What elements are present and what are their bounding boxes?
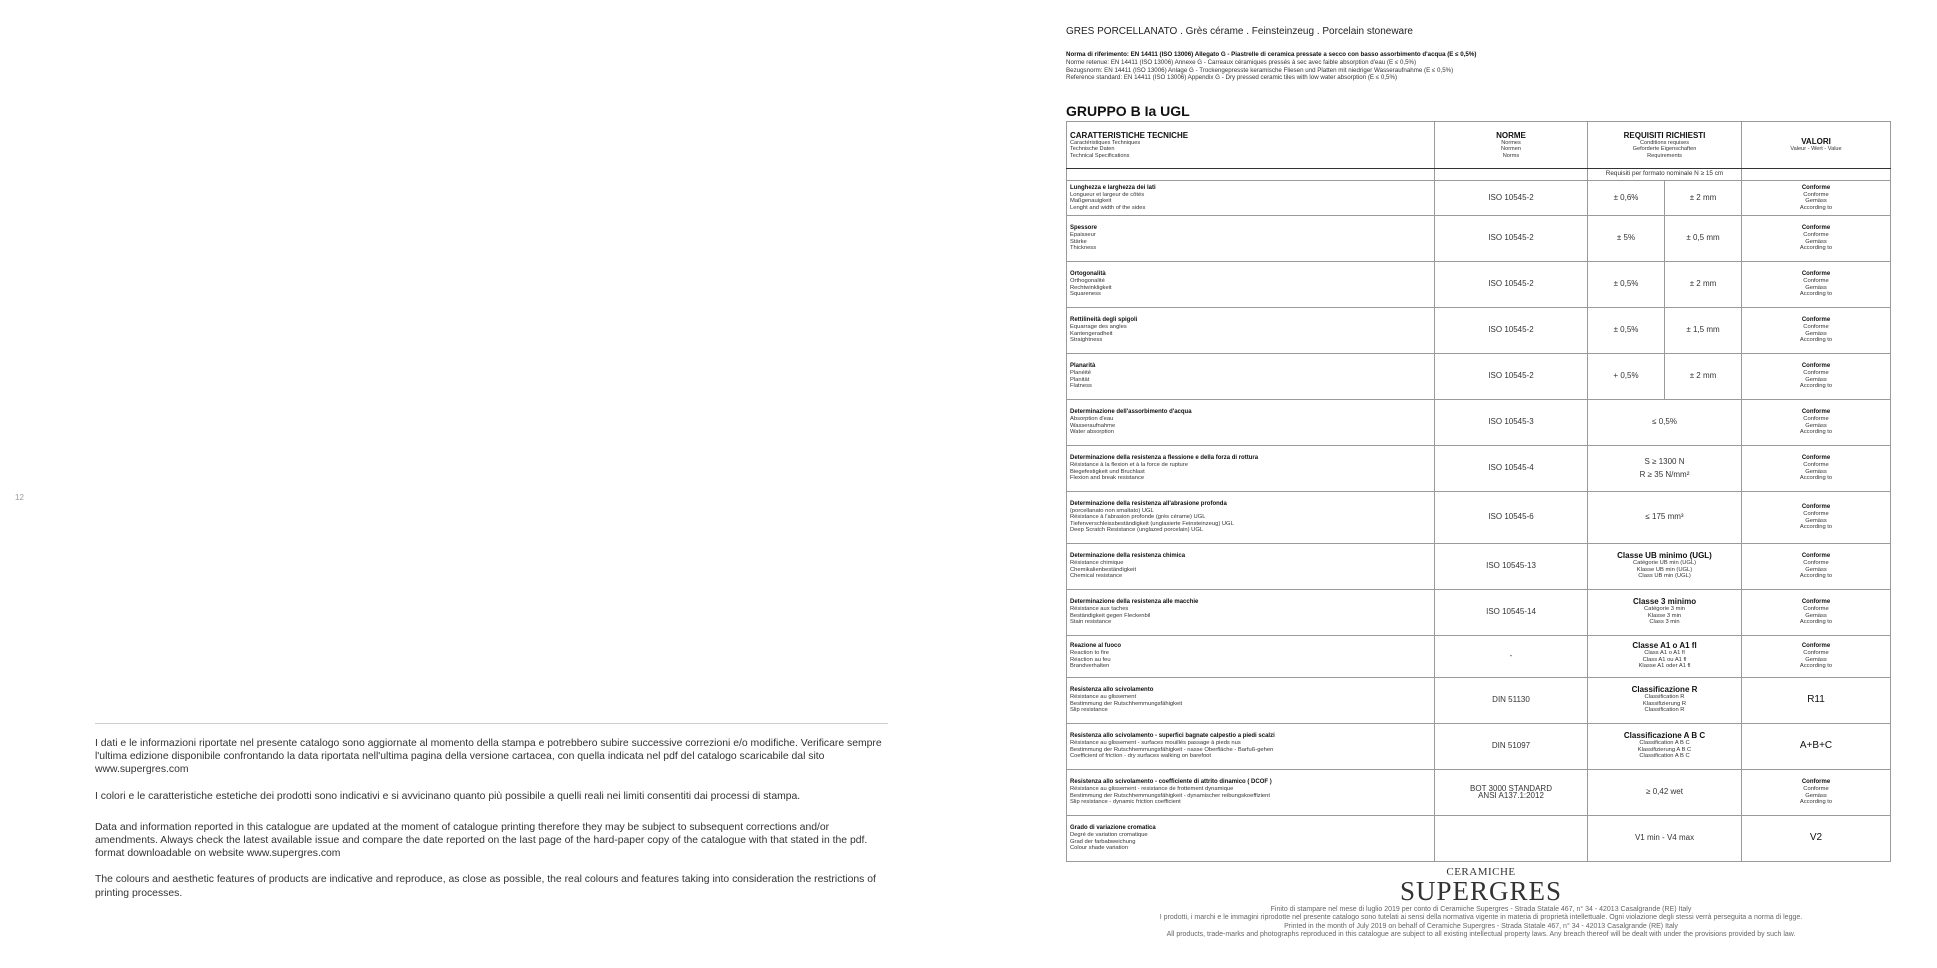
header-norms: NORME Normes Normen Norms	[1435, 122, 1588, 169]
requirement-mm: ± 2 mm	[1665, 181, 1742, 216]
norm-value: ISO 10545-14	[1486, 607, 1536, 617]
property-cell	[1067, 636, 1435, 678]
label: Determinazione della resistenza all'abrasione profonda	[1070, 500, 1227, 507]
conforme-label: Conforme	[1801, 363, 1831, 370]
header-characteristics: CARATTERISTICHE TECNICHE Caractéristiques Techniques Technische Daten Technical Specifications	[1067, 122, 1435, 169]
norm-cell	[1435, 724, 1588, 770]
sub-label: Biegefestigkeit und Bruchlast	[1070, 468, 1145, 475]
norm-cell	[1435, 816, 1588, 862]
conforme-label: According to	[1799, 291, 1833, 298]
norm-cell	[1435, 262, 1588, 308]
norm-value: ISO 10545-3	[1488, 417, 1534, 427]
requirement-cell	[1588, 636, 1742, 678]
sub-label: Klasse UB min (UGL)	[1636, 566, 1693, 573]
norm-cell	[1435, 678, 1588, 724]
conforme-label: Conforme	[1801, 184, 1831, 191]
conforme-label: Gemäss	[1805, 238, 1827, 245]
credit-line: Finito di stampare nel mese di luglio 2019 per conto di Ceramiche Supergres - Strada Statale 467, n° 34 - 42013 Casalgrande (RE) Italy	[1270, 906, 1692, 913]
norm-value: BOT 3000 STANDARD	[1470, 783, 1552, 793]
sub-label: Thickness	[1070, 245, 1097, 252]
sub-label: Résistance aux taches	[1070, 606, 1129, 612]
norm-line-fr: Norme retenue: EN 14411 (ISO 13006) Annexe G - Carreaux céramiques pressés à sec avec faible absorption d'eau (E ≤ 0,5%)	[1066, 58, 1417, 66]
result-cell	[1742, 636, 1891, 678]
requirement-percent: ± 0,6%	[1588, 181, 1665, 216]
credit-line: Printed in the month of July 2019 on behalf of Ceramiche Supergres - Strada Statale 467, n° 34 - 42013 Casalgrande (RE) Italy	[1284, 922, 1678, 930]
credit-line: All products, trade-marks and photographs reproduced in this catalogue are subject to all existing intellectual property laws. Any breach thereof will be dealt with under the provisions provided by such law.	[1166, 931, 1796, 939]
conforme-label: According to	[1799, 799, 1833, 806]
table-row	[1067, 492, 1891, 544]
sub-label: Wasseraufnahme	[1070, 422, 1116, 429]
requirement-value: V1 min - V4 max	[1634, 833, 1695, 843]
conforme-label: Conforme	[1801, 553, 1831, 560]
requirement-value: S ≥ 1300 N	[1644, 456, 1685, 466]
requirement-value: ≥ 0,42 wet	[1646, 787, 1683, 797]
conforme-label: Gemäss	[1805, 198, 1827, 205]
conforme-label: According to	[1799, 245, 1833, 252]
requirement-cell	[1588, 770, 1742, 816]
sub-label: Epaisseur	[1070, 232, 1096, 238]
conforme-label: Gemäss	[1805, 422, 1827, 429]
sub-label: Class A1 o A1 fl	[1644, 650, 1685, 657]
sub-label: Straightness	[1070, 337, 1103, 344]
sub-label: Classification A B C	[1639, 753, 1690, 760]
table-row	[1067, 816, 1891, 862]
result-cell	[1742, 262, 1891, 308]
label: Resistenza allo scivolamento - superfici bagnate calpestio a piedi scalzi	[1070, 733, 1275, 740]
disclaimer-it-1: I dati e le informazioni riportate nel presente catalogo sono aggiornate al momento della stampa e potrebbero subire successive correzioni e/o modifiche. Verificare sempre l'ultima edizione disponibile confrontando la data riportata nell'ultima pagina della versione cartacea, con quella indicata nel pdf del catalogo scaricabile dal sito www.supergres.com	[95, 738, 882, 776]
result-value: R11	[1742, 678, 1891, 724]
norm-cell	[1435, 544, 1588, 590]
requirement-value: ≤ 175 mm³	[1645, 512, 1684, 522]
sub-label: Classification R	[1644, 694, 1685, 701]
sub-label: Classification R	[1644, 707, 1685, 714]
conforme-label: Conforme	[1801, 409, 1831, 416]
conforme-label: Conforme	[1803, 278, 1829, 285]
norm-value: ISO 10545-2	[1488, 233, 1534, 243]
norm-value: ANSI A137.1:2012	[1478, 790, 1544, 800]
property-cell	[1067, 400, 1435, 446]
sub-label: Tiefenverschleissbeständigkeit (unglasierte Feinsteinzeug) UGL	[1070, 520, 1234, 527]
conforme-label: Conforme	[1803, 416, 1829, 423]
norm-line-en: Reference standard: EN 14411 (ISO 13006) Appendix G - Dry pressed ceramic tiles with low water absorption (E ≤ 0,5%)	[1066, 74, 1398, 82]
conforme-label: Gemäss	[1805, 656, 1827, 663]
result-cell	[1742, 446, 1891, 492]
label: Classe UB minimo (UGL)	[1617, 551, 1712, 561]
label: Resistenza allo scivolamento	[1070, 687, 1154, 694]
label: Reazione al fuoco	[1070, 643, 1122, 650]
requirement-mm: ± 2 mm	[1665, 354, 1742, 400]
sub-label: Stärke	[1070, 238, 1087, 245]
sub-label: Degré de variation cromatique	[1070, 832, 1148, 838]
label: Determinazione della resistenza alle macchie	[1070, 599, 1199, 606]
brand-name: SUPERGRES	[1399, 876, 1563, 906]
group-heading: GRUPPO B Ia UGL	[1066, 103, 1190, 119]
sub-label: Grad der farbabweichung	[1070, 838, 1136, 845]
table-row	[1067, 354, 1891, 400]
norm-cell	[1435, 492, 1588, 544]
table-row	[1067, 308, 1891, 354]
conforme-label: Conforme	[1803, 650, 1829, 657]
property-cell	[1067, 770, 1435, 816]
sub-label: Slip resistance	[1070, 707, 1108, 714]
norm-cell	[1435, 446, 1588, 492]
sub-label: Résistance au glissement - surfaces mouillés passage à pieds nus	[1070, 740, 1241, 746]
requirement-cell	[1588, 816, 1742, 862]
conforme-label: Conforme	[1803, 511, 1829, 518]
norm-cell	[1435, 636, 1588, 678]
label: Classe A1 o A1 fl	[1632, 641, 1697, 651]
norm-value: ISO 10545-6	[1488, 512, 1534, 522]
sub-label: Maßgenauigkeit	[1070, 198, 1112, 205]
property-cell	[1067, 216, 1435, 262]
conforme-label: Conforme	[1803, 560, 1829, 567]
conforme-label: Gemäss	[1805, 792, 1827, 799]
sub-label: Lenght and width of the sides	[1070, 204, 1146, 211]
conforme-label: Conforme	[1803, 370, 1829, 377]
conforme-label: Conforme	[1803, 606, 1829, 613]
brand-logo	[1066, 866, 1896, 904]
sub-label: Class A1 ou A1 fl	[1642, 656, 1687, 663]
norm-value: ISO 10545-2	[1488, 371, 1534, 381]
property-cell	[1067, 446, 1435, 492]
brand-prefix: CERAMICHE	[1446, 866, 1516, 878]
page-number: 12	[15, 493, 24, 502]
disclaimer-it-2: I colori e le caratteristiche estetiche dei prodotti sono indicativi e si avvicinano quanto più possibile a quelli reali nei limiti consentiti dai processi di stampa.	[95, 790, 801, 802]
sub-label: Catégorie UB min (UGL)	[1632, 560, 1697, 567]
sub-label: Rechtwinkligkeit	[1070, 284, 1112, 291]
sub-label: Kantengeradheit	[1070, 330, 1113, 337]
sub-label: Coefficient of friction - dry surfaces walking on barefoot	[1070, 753, 1212, 760]
sub-label: Résistance au glissement	[1070, 694, 1137, 700]
label: Determinazione dell'assorbimento d'acqua	[1070, 409, 1192, 416]
table-row	[1067, 724, 1891, 770]
sub-label: Brandverhalten	[1070, 663, 1110, 670]
conforme-label: According to	[1799, 337, 1833, 344]
norm-value: ISO 10545-2	[1488, 279, 1534, 289]
sub-label: Class UB min (UGL)	[1638, 573, 1691, 580]
sub-label: Reaction to fire	[1070, 650, 1109, 656]
sub-label: Flexion and break resistance	[1070, 475, 1145, 482]
result-value: A+B+C	[1742, 724, 1891, 770]
conforme-label: Conforme	[1803, 191, 1829, 198]
sub-label: Bestimmung der Rutschhemmungsfähigkeit - nasse Oberfläche - Barfuß-gehen	[1070, 746, 1274, 753]
conforme-label: Conforme	[1801, 643, 1831, 650]
sub-label: Résistance à la flexion et à la force de rupture	[1070, 462, 1188, 468]
table-row	[1067, 544, 1891, 590]
norm-line-de: Bezugsnorm: EN 14411 (ISO 13006) Anlage G - Trockengepresste keramische Fliesen und Platten mit niedriger Wasseraufnahme (E ≤ 0,5%)	[1066, 66, 1454, 74]
table-row	[1067, 262, 1891, 308]
conforme-label: Conforme	[1801, 271, 1831, 278]
sub-label: Klassifizierung R	[1642, 700, 1687, 707]
table-row	[1067, 400, 1891, 446]
norm-cell	[1435, 181, 1588, 216]
sub-label: Résistance chimique	[1070, 560, 1124, 566]
conforme-label: Gemäss	[1805, 468, 1827, 475]
sub-label: Deep Scratch Resistance (unglazed porcelain) UGL	[1070, 527, 1204, 534]
conforme-label: Conforme	[1801, 225, 1831, 232]
conforme-label: Conforme	[1801, 599, 1831, 606]
label: Determinazione della resistenza a flessione e della forza di rottura	[1070, 455, 1259, 462]
conforme-label: According to	[1799, 429, 1833, 436]
sub-label: Bestimmung der Rutschhemmungsfähigkeit - dynamischer reibungskoeffizient	[1070, 792, 1270, 799]
requirement-value: R ≥ 35 N/mm²	[1639, 469, 1690, 479]
sub-label: (porcellanato non smaltato) UGL	[1070, 507, 1154, 514]
sub-label: Orthogonalité	[1070, 278, 1105, 284]
label: Lunghezza e larghezza dei lati	[1070, 184, 1156, 191]
sub-label: Beständigkeit gegen Fleckenbil	[1070, 612, 1151, 619]
requirement-percent: ± 0,5%	[1588, 308, 1665, 354]
sub-label: Slip resistance - dynamic friction coefficient	[1070, 799, 1181, 806]
label: Rettilineità degli spigoli	[1070, 317, 1138, 324]
sub-label: Longueur et largeur de côtés	[1070, 191, 1145, 198]
property-cell	[1067, 678, 1435, 724]
conforme-label: According to	[1799, 475, 1833, 482]
conforme-label: Conforme	[1803, 786, 1829, 793]
disclaimer-en-1: Data and information reported in this catalogue are updated at the moment of catalogue printing therefore they may be subject to subsequent corrections and/or amendments. Always check the latest available issue and compare the date reported on the last page of the hard-paper copy of the catalogue with that stated in the pdf. format downloadable on website www.supergres.com	[95, 821, 868, 860]
requirement-cell	[1588, 590, 1742, 636]
sub-label: Squareness	[1070, 291, 1101, 298]
requirement-cell	[1588, 724, 1742, 770]
sub-label: Klasse A1 oder A1 fl	[1638, 663, 1691, 670]
label: Spessore	[1070, 225, 1098, 232]
property-cell	[1067, 816, 1435, 862]
requirement-cell	[1588, 492, 1742, 544]
conforme-label: Gemäss	[1805, 330, 1827, 337]
blank-cell	[1742, 169, 1891, 181]
requirement-percent: ± 5%	[1588, 216, 1665, 262]
property-cell	[1067, 308, 1435, 354]
norm-line-it: Norma di riferimento: EN 14411 (ISO 13006) Allegato G - Piastrelle di ceramica pressate a secco con basso assorbimento d'acqua (E ≤ 0,5%)	[1066, 51, 1477, 58]
conforme-label: According to	[1799, 204, 1833, 211]
result-cell	[1742, 181, 1891, 216]
requirement-mm: ± 2 mm	[1665, 262, 1742, 308]
label: Grado di variazione cromatica	[1070, 825, 1156, 832]
format-note: Requisiti per formato nominale N ≥ 15 cm	[1588, 169, 1742, 181]
requirement-cell	[1588, 544, 1742, 590]
conforme-label: Conforme	[1803, 232, 1829, 239]
conforme-label: Conforme	[1801, 317, 1831, 324]
property-cell	[1067, 724, 1435, 770]
result-cell	[1742, 590, 1891, 636]
sub-label: Equarrage des angles	[1070, 324, 1127, 330]
header-values: VALORI Valeur - Wert - Value	[1742, 122, 1891, 169]
credit-line: I prodotti, i marchi e le immagini riprodotte nel presente catalogo sono tutelati ai sensi della normativa vigente in materia di proprietà intellettuale. Ogni violazione degli stessi verrà perseguita a norma di legge.	[1159, 914, 1803, 922]
sub-label: Flatness	[1070, 383, 1092, 390]
result-cell	[1742, 216, 1891, 262]
norm-value: ISO 10545-13	[1486, 561, 1536, 571]
norm-value: -	[1509, 651, 1513, 661]
sub-label: Klasse 3 min	[1647, 612, 1682, 619]
conforme-label: According to	[1799, 619, 1833, 626]
conforme-label: According to	[1799, 524, 1833, 531]
table-row	[1067, 181, 1891, 216]
sub-label: Chemikalienbeständigkeit	[1070, 566, 1137, 573]
norm-cell	[1435, 770, 1588, 816]
norm-value: DIN 51097	[1491, 741, 1531, 751]
sub-label: Réaction au feu	[1070, 656, 1111, 663]
sub-label: Klassifizierung A B C	[1637, 746, 1692, 753]
table-row	[1067, 446, 1891, 492]
requirement-mm: ± 1,5 mm	[1665, 308, 1742, 354]
result-cell	[1742, 544, 1891, 590]
conforme-label: According to	[1799, 573, 1833, 580]
requirement-cell	[1588, 446, 1742, 492]
table-row	[1067, 678, 1891, 724]
divider	[95, 723, 888, 724]
sub-label: Chemical resistance	[1070, 573, 1123, 580]
property-cell	[1067, 181, 1435, 216]
conforme-label: Gemäss	[1805, 612, 1827, 619]
property-cell	[1067, 354, 1435, 400]
sub-label: Planéité	[1070, 370, 1091, 376]
conforme-label: Conforme	[1803, 462, 1829, 469]
norm-value: ISO 10545-2	[1488, 325, 1534, 335]
result-cell	[1742, 400, 1891, 446]
spec-table	[1066, 121, 1891, 862]
format-note-row	[1067, 169, 1891, 181]
sub-label: Planität	[1070, 376, 1090, 383]
table-row	[1067, 216, 1891, 262]
label: Planarità	[1070, 363, 1096, 370]
property-cell	[1067, 590, 1435, 636]
conforme-label: Gemäss	[1805, 566, 1827, 573]
norm-value: ISO 10545-2	[1488, 192, 1534, 202]
sub-label: Résistance à l'abrasion profonde (grès cérame) UGL	[1070, 514, 1206, 521]
label: Resistenza allo scivolamento - coefficiente di attrito dinamico ( DCOF )	[1070, 779, 1272, 786]
result-cell	[1742, 770, 1891, 816]
sub-label: Résistance au glissement - resistance de frottement dynamique	[1070, 786, 1234, 792]
sub-label: Class 3 min	[1649, 619, 1680, 626]
norm-cell	[1435, 308, 1588, 354]
conforme-label: Gemäss	[1805, 517, 1827, 524]
page-title: GRES PORCELLANATO . Grès cérame . Feinsteinzeug . Porcelain stoneware	[1066, 26, 1413, 37]
sub-label: Stain resistance	[1070, 619, 1112, 626]
header-requirements: REQUISITI RICHIESTI Conditions requises Geforderte Eigenschaften Requirements	[1588, 122, 1742, 169]
sub-label: Absorption d'eau	[1070, 416, 1114, 422]
requirement-percent: + 0,5%	[1588, 354, 1665, 400]
sub-label: Catégorie 3 min	[1644, 606, 1685, 613]
norm-cell	[1435, 400, 1588, 446]
property-cell	[1067, 544, 1435, 590]
blank-cell	[1435, 169, 1588, 181]
requirement-percent: ± 0,5%	[1588, 262, 1665, 308]
norm-value: ISO 10545-4	[1488, 463, 1534, 473]
table-row	[1067, 770, 1891, 816]
requirement-cell	[1588, 678, 1742, 724]
result-cell	[1742, 354, 1891, 400]
conforme-label: According to	[1799, 663, 1833, 670]
reference-norms	[1066, 51, 1476, 82]
result-value: V2	[1742, 816, 1891, 862]
conforme-label: Conforme	[1801, 455, 1831, 462]
conforme-label: According to	[1799, 383, 1833, 390]
conforme-label: Conforme	[1803, 324, 1829, 331]
result-cell	[1742, 308, 1891, 354]
disclaimer-en-2: The colours and aesthetic features of products are indicative and reproduce, as close as possible, the real colours and features taking into consideration the restrictions of printing processes.	[95, 874, 876, 899]
sub-label: Classification A B C	[1639, 740, 1690, 747]
requirement-value: ≤ 0,5%	[1652, 417, 1677, 427]
conforme-label: Conforme	[1801, 504, 1831, 511]
property-cell	[1067, 492, 1435, 544]
property-cell	[1067, 262, 1435, 308]
conforme-label: Gemäss	[1805, 284, 1827, 291]
disclaimer	[95, 723, 888, 913]
conforme-label: Gemäss	[1805, 376, 1827, 383]
table-row	[1067, 590, 1891, 636]
table-header	[1067, 122, 1891, 169]
norm-value: DIN 51130	[1492, 695, 1530, 705]
norm-cell	[1435, 590, 1588, 636]
norm-cell	[1435, 216, 1588, 262]
requirement-cell	[1588, 400, 1742, 446]
norm-cell	[1435, 354, 1588, 400]
table-row	[1067, 636, 1891, 678]
blank-cell	[1067, 169, 1435, 181]
label: Determinazione della resistenza chimica	[1070, 553, 1186, 560]
label: Classificazione A B C	[1623, 731, 1706, 741]
label: Classe 3 minimo	[1632, 597, 1697, 607]
label: Ortogonalità	[1070, 271, 1106, 278]
conforme-label: Conforme	[1801, 779, 1831, 786]
requirement-mm: ± 0,5 mm	[1665, 216, 1742, 262]
result-cell	[1742, 492, 1891, 544]
print-credits	[1066, 906, 1896, 940]
sub-label: Bestimmung der Rutschhemmungsfähigkeit	[1070, 700, 1183, 707]
sub-label: Water absorption	[1070, 429, 1114, 436]
sub-label: Colour shade variation	[1070, 845, 1129, 852]
label: Classificazione R	[1631, 685, 1698, 695]
